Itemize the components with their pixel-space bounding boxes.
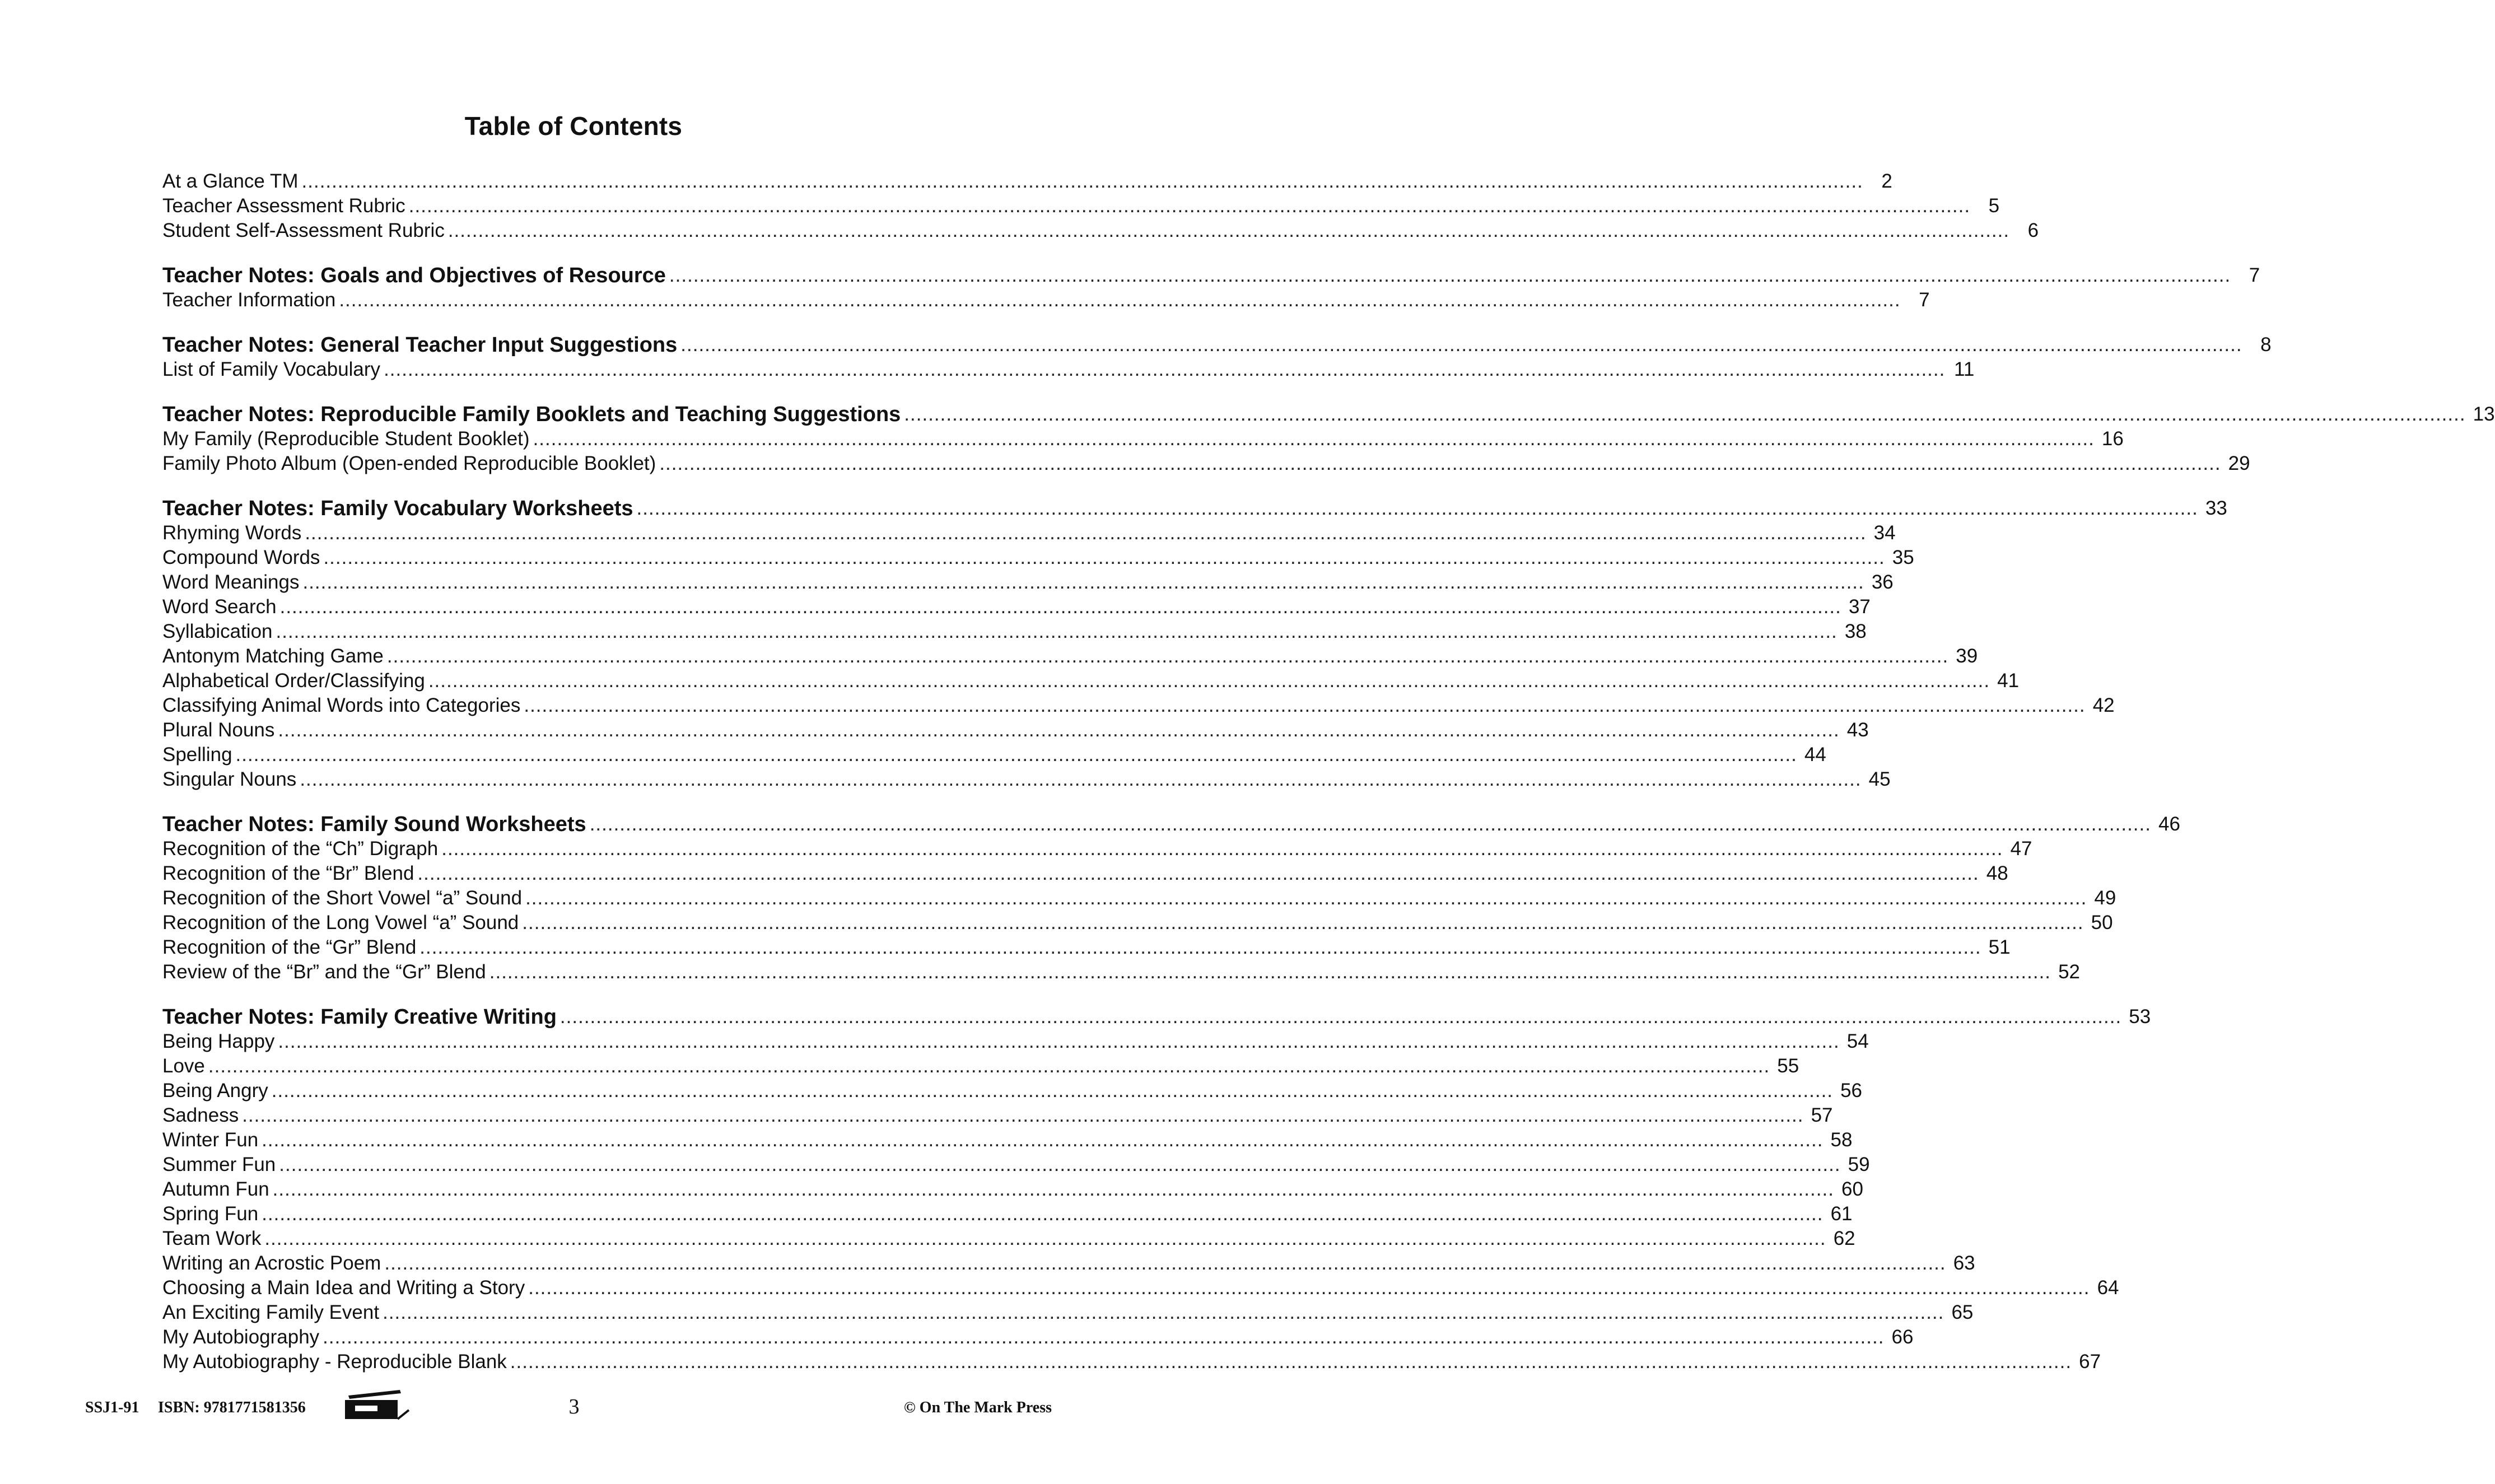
toc-entry-page-number: 43 [1846, 719, 1869, 741]
toc-entry-page-number: 61 [1830, 1203, 1853, 1225]
toc-entry-label: Syllabication [162, 620, 273, 642]
toc-entry-label: Teacher Notes: Family Creative Writing [162, 1005, 557, 1029]
toc-entry-page-number: 39 [1956, 645, 1978, 667]
dot-leader: .................................................................................................................................................................................................................................................................... [524, 694, 2086, 716]
dot-leader: .................................................................................................................................................................................................................................................................... [680, 334, 2242, 356]
toc-entry-label: Alphabetical Order/Classifying [162, 670, 425, 692]
toc-entry-label: Antonym Matching Game [162, 645, 384, 667]
toc-entry [162, 1226, 1855, 1251]
toc-entry [162, 194, 2000, 218]
toc-entry [162, 357, 1975, 382]
toc-entry [162, 1325, 1914, 1350]
toc-entry-page-number: 36 [1871, 571, 1894, 593]
toc-entry [162, 837, 2032, 861]
toc-entry [162, 1276, 2119, 1300]
toc-entry-label: Summer Fun [162, 1154, 276, 1175]
dot-leader: .................................................................................................................................................................................................................................................................... [533, 428, 2095, 450]
toc-entry-page-number: 59 [1848, 1154, 1870, 1175]
toc-entry [162, 767, 1891, 792]
copyright: © On The Mark Press [903, 1399, 1052, 1416]
toc-entry [162, 169, 1892, 194]
dot-leader: .................................................................................................................................................................................................................................................................... [278, 719, 1840, 741]
toc-entry-label: My Autobiography - Reproducible Blank [162, 1351, 507, 1373]
toc-section [162, 809, 2180, 984]
toc-entry-label: Winter Fun [162, 1129, 259, 1151]
toc-entry-page-number: 16 [2101, 428, 2124, 450]
toc-entry-label: Teacher Notes: General Teacher Input Suggestions [162, 333, 678, 357]
toc-entry [162, 451, 2250, 476]
toc-entry-label: Teacher Notes: Reproducible Family Booklets and Teaching Suggestions [162, 403, 901, 426]
toc-section [162, 1001, 2151, 1374]
toc-entry-label: My Family (Reproducible Student Booklet) [162, 428, 530, 450]
toc-entry-page-number: 29 [2228, 452, 2250, 474]
toc-entry-label: Compound Words [162, 547, 320, 568]
toc-entry [162, 935, 2011, 960]
toc-entry-label: Classifying Animal Words into Categories [162, 694, 521, 716]
toc-entry-page-number: 63 [1953, 1252, 1975, 1274]
toc-entry [162, 288, 1930, 312]
toc-entry-page-number: 42 [2092, 694, 2115, 716]
toc-entry-label: Teacher Information [162, 289, 336, 311]
page-footer [0, 1388, 1147, 1427]
dot-leader: .................................................................................................................................................................................................................................................................... [559, 1006, 2122, 1028]
toc-entry-page-number: 6 [2027, 220, 2039, 241]
toc-entry-label: Recognition of the “Gr” Blend [162, 936, 417, 958]
dot-leader: .................................................................................................................................................................................................................................................................... [276, 620, 1838, 642]
series-code: SSJ1-91 [85, 1399, 139, 1416]
toc-entry [162, 427, 2124, 451]
toc-entry-page-number: 11 [1954, 358, 1975, 380]
toc-entry-label: Spelling [162, 744, 232, 766]
toc-entry-page-number: 51 [1988, 936, 2011, 958]
toc-entry-label: Word Search [162, 596, 277, 618]
dot-leader: .................................................................................................................................................................................................................................................................... [417, 862, 1979, 884]
page-number: 3 [568, 1395, 580, 1418]
toc-entry-page-number: 66 [1891, 1326, 1914, 1348]
dot-leader: .................................................................................................................................................................................................................................................................... [262, 1129, 1824, 1151]
toc-entry [162, 743, 1826, 767]
dot-leader: .................................................................................................................................................................................................................................................................... [904, 403, 2466, 425]
toc-entry-page-number: 7 [1919, 289, 1930, 311]
dot-leader: .................................................................................................................................................................................................................................................................... [339, 289, 1901, 311]
dot-leader: .................................................................................................................................................................................................................................................................... [235, 744, 1797, 766]
toc-section-heading [162, 809, 2180, 837]
dot-leader: .................................................................................................................................................................................................................................................................... [300, 768, 1862, 790]
toc-entry-page-number: 57 [1811, 1104, 1833, 1126]
dot-leader: .................................................................................................................................................................................................................................................................... [305, 522, 1867, 544]
dot-leader: .................................................................................................................................................................................................................................................................... [208, 1055, 1770, 1077]
toc-entry-label: Recognition of the Long Vowel “a” Sound [162, 912, 519, 934]
toc-entry-label: Being Angry [162, 1080, 268, 1102]
toc-entry-page-number: 34 [1873, 522, 1896, 544]
toc-entry-label: Singular Nouns [162, 768, 297, 790]
toc-entry-label: Review of the “Br” and the “Gr” Blend [162, 961, 486, 983]
toc-entry-label: My Autobiography [162, 1326, 320, 1348]
dot-leader: .................................................................................................................................................................................................................................................................... [659, 452, 2221, 474]
toc-entry-page-number: 33 [2205, 497, 2227, 519]
dot-leader: .................................................................................................................................................................................................................................................................... [272, 1178, 1834, 1200]
toc-entry-page-number: 13 [2473, 403, 2495, 425]
toc-entry [162, 1251, 1975, 1276]
toc-entry-page-number: 64 [2097, 1277, 2119, 1299]
toc-entry-page-number: 5 [1988, 195, 2000, 217]
toc-entry-label: Spring Fun [162, 1203, 259, 1225]
dot-leader: .................................................................................................................................................................................................................................................................... [384, 358, 1946, 380]
toc-section [162, 399, 2495, 476]
toc-entry-label: Love [162, 1055, 205, 1077]
toc-entry-label: Teacher Notes: Family Sound Worksheets [162, 813, 586, 836]
toc-entry [162, 545, 1914, 570]
toc-entry [162, 218, 2039, 243]
toc-entry-label: Sadness [162, 1104, 239, 1126]
dot-leader: .................................................................................................................................................................................................................................................................... [301, 170, 1863, 192]
toc-entry-page-number: 54 [1846, 1030, 1869, 1052]
toc-entry [162, 644, 1978, 669]
dot-leader: .................................................................................................................................................................................................................................................................... [669, 264, 2231, 286]
toc-entry [162, 693, 2115, 718]
toc-entry [162, 521, 1896, 545]
dot-leader: .................................................................................................................................................................................................................................................................... [510, 1351, 2072, 1373]
toc-entry [162, 861, 2008, 886]
dot-leader: .................................................................................................................................................................................................................................................................... [383, 1301, 1944, 1323]
toc-entry-page-number: 52 [2058, 961, 2081, 983]
toc-entry-page-number: 37 [1848, 596, 1871, 618]
toc-entry-label: At a Glance TM [162, 170, 299, 192]
toc-entry [162, 1054, 1799, 1079]
page-title: Table of Contents [464, 111, 683, 141]
toc-entry-page-number: 56 [1840, 1080, 1863, 1102]
dot-leader: .................................................................................................................................................................................................................................................................... [636, 497, 2198, 519]
toc-entry-page-number: 7 [2249, 264, 2260, 286]
toc-entry-page-number: 38 [1844, 620, 1867, 642]
toc-entry-page-number: 2 [1881, 170, 1892, 192]
dot-leader: .................................................................................................................................................................................................................................................................... [386, 645, 1949, 667]
toc-entry-label: Teacher Notes: Family Vocabulary Worksheets [162, 497, 633, 520]
publisher-logo-icon [343, 1388, 410, 1422]
toc-section-heading [162, 399, 2495, 427]
dot-leader: .................................................................................................................................................................................................................................................................... [441, 838, 2003, 860]
toc-entry [162, 1152, 1870, 1177]
toc-section [162, 493, 2227, 792]
toc-entry-label: Plural Nouns [162, 719, 275, 741]
toc-entry-page-number: 58 [1830, 1129, 1853, 1151]
toc-entry-label: Recognition of the Short Vowel “a” Sound [162, 887, 523, 909]
toc-entry-page-number: 60 [1841, 1178, 1863, 1200]
toc-entry [162, 1202, 1853, 1226]
toc-entry-label: Family Photo Album (Open-ended Reproducible Booklet) [162, 452, 656, 474]
toc-entry-label: Word Meanings [162, 571, 300, 593]
dot-leader: .................................................................................................................................................................................................................................................................... [278, 1030, 1840, 1052]
toc-section [162, 260, 2260, 312]
toc-entry-label: Autumn Fun [162, 1178, 269, 1200]
toc-entry-label: Recognition of the “Ch” Digraph [162, 838, 439, 860]
dot-leader: .................................................................................................................................................................................................................................................................... [302, 571, 1864, 593]
toc-entry-page-number: 49 [2094, 887, 2116, 909]
toc-entry-page-number: 50 [2091, 912, 2113, 934]
toc-entry [162, 1029, 1869, 1054]
toc-entry [162, 960, 2081, 984]
toc-entry-page-number: 48 [1986, 862, 2008, 884]
toc-entry-page-number: 62 [1833, 1228, 1855, 1249]
dot-leader: .................................................................................................................................................................................................................................................................... [264, 1228, 1826, 1249]
toc-entry-page-number: 47 [2010, 838, 2032, 860]
toc-entry-label: Rhyming Words [162, 522, 302, 544]
toc-entry [162, 669, 2020, 693]
dot-leader: .................................................................................................................................................................................................................................................................... [384, 1252, 1946, 1274]
toc-entry-label: Writing an Acrostic Poem [162, 1252, 381, 1274]
toc-section [162, 329, 2272, 382]
dot-leader: .................................................................................................................................................................................................................................................................... [522, 912, 2084, 934]
toc-entry [162, 1350, 2101, 1374]
dot-leader: .................................................................................................................................................................................................................................................................... [323, 1326, 1885, 1348]
dot-leader: .................................................................................................................................................................................................................................................................... [242, 1104, 1804, 1126]
toc-entry-label: Choosing a Main Idea and Writing a Story [162, 1277, 525, 1299]
toc-entry [162, 1128, 1853, 1152]
toc-entry-page-number: 65 [1951, 1301, 1974, 1323]
toc-entry [162, 595, 1871, 619]
isbn: ISBN: 9781771581356 [158, 1399, 306, 1416]
dot-leader: .................................................................................................................................................................................................................................................................... [528, 1277, 2090, 1299]
toc-entry-page-number: 45 [1868, 768, 1891, 790]
dot-leader: .................................................................................................................................................................................................................................................................... [447, 220, 2010, 241]
toc-entry-page-number: 67 [2079, 1351, 2101, 1373]
toc-entry [162, 1103, 1833, 1128]
dot-leader: .................................................................................................................................................................................................................................................................... [525, 887, 2087, 909]
toc-entry-page-number: 35 [1892, 547, 1914, 568]
toc-section-heading [162, 329, 2272, 357]
dot-leader: .................................................................................................................................................................................................................................................................... [408, 195, 1971, 217]
toc-entry-label: List of Family Vocabulary [162, 358, 381, 380]
toc-entry-page-number: 55 [1777, 1055, 1799, 1077]
dot-leader: .................................................................................................................................................................................................................................................................... [428, 670, 1990, 692]
toc-entry [162, 718, 1869, 743]
toc-entry-page-number: 44 [1804, 744, 1826, 766]
toc-entry [162, 911, 2113, 935]
dot-leader: .................................................................................................................................................................................................................................................................... [279, 1154, 1841, 1175]
toc-entry [162, 1177, 1863, 1202]
toc-section [162, 169, 2039, 243]
toc-section-heading [162, 493, 2227, 521]
toc-section-heading [162, 1001, 2151, 1029]
dot-leader: .................................................................................................................................................................................................................................................................... [323, 547, 1885, 568]
toc-entry-page-number: 46 [2158, 813, 2180, 835]
toc-entry-label: Team Work [162, 1228, 262, 1249]
toc-entry-label: Being Happy [162, 1030, 275, 1052]
toc-entry-label: An Exciting Family Event [162, 1301, 380, 1323]
toc-section-heading [162, 260, 2260, 288]
dot-leader: .................................................................................................................................................................................................................................................................... [271, 1080, 1834, 1102]
toc-entry [162, 619, 1867, 644]
toc-entry-page-number: 53 [2129, 1006, 2151, 1028]
dot-leader: .................................................................................................................................................................................................................................................................... [489, 961, 2051, 983]
dot-leader: .................................................................................................................................................................................................................................................................... [262, 1203, 1824, 1225]
toc-entry-page-number: 41 [1997, 670, 2020, 692]
dot-leader: .................................................................................................................................................................................................................................................................... [589, 813, 2151, 835]
dot-leader: .................................................................................................................................................................................................................................................................... [279, 596, 1841, 618]
dot-leader: .................................................................................................................................................................................................................................................................... [419, 936, 1981, 958]
toc-entry [162, 570, 1894, 595]
toc-entry-label: Teacher Assessment Rubric [162, 195, 405, 217]
toc-entry [162, 1300, 1974, 1325]
toc-entry [162, 886, 2116, 911]
toc-entry-label: Teacher Notes: Goals and Objectives of Resource [162, 264, 666, 287]
table-of-contents [162, 169, 2495, 1391]
toc-entry-label: Student Self-Assessment Rubric [162, 220, 445, 241]
toc-entry-label: Recognition of the “Br” Blend [162, 862, 414, 884]
toc-entry [162, 1079, 1863, 1103]
toc-entry-page-number: 8 [2260, 334, 2272, 356]
